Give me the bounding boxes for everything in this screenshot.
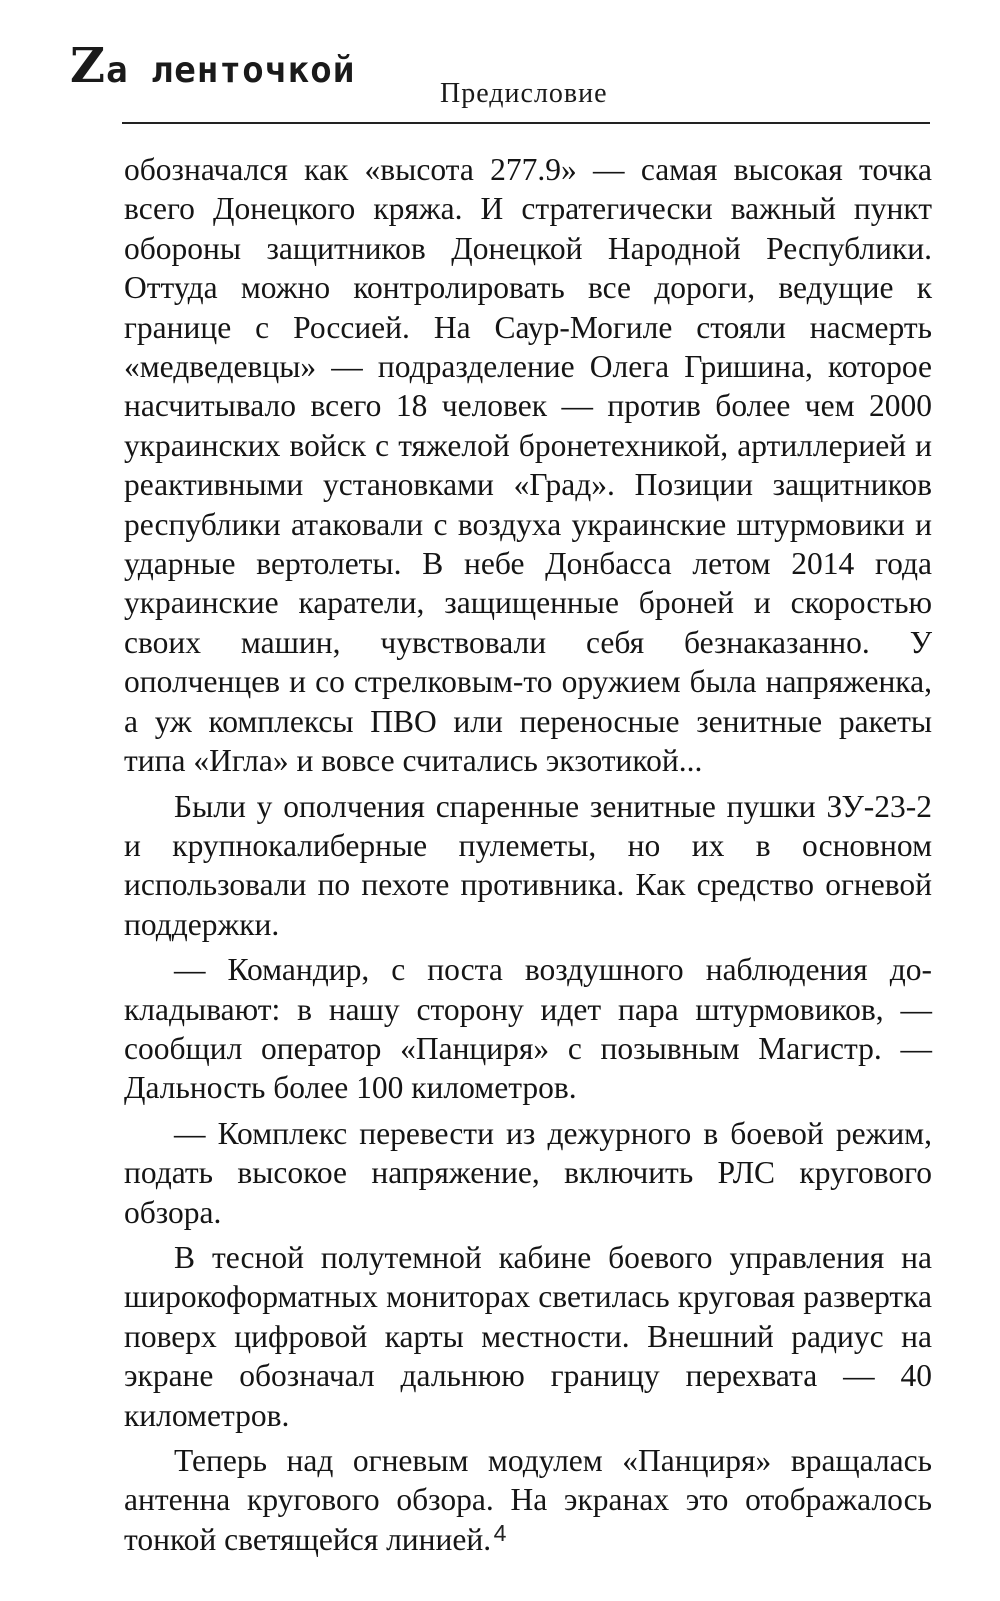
paragraph-5: В тесной полутемной кабине боевого управления на широкоформатных мониторах светилась круговая развертка поверх цифровой карты местности. Внешний радиус на экране обозначал дальнюю границу перехвата — 40 километров. <box>124 1239 932 1433</box>
header-divider <box>122 122 930 124</box>
paragraph-3: — Командир, с поста воздушного наблюдения докладывают: в нашу сторону идет пара штурмовиков, — сообщил оператор «Панциря» с позывным Магистр. — Дальность более 100 километров. <box>124 952 932 1106</box>
paragraph-1: обозначался как «высота 277.9» — самая высокая точка всего Донецкого кряжа. И стратегически важный пункт обороны защитников Донецкой Народной Республики. Оттуда можно контролировать все дороги, ведущие к границе с Россией. На Саур-Могиле стояли насмерть «медведевцы» — подразделение Олега Гришина, которое насчитывало всего 18 человек — против более чем 2000 украинских войск с тяжелой бронетехникой, артиллерией и реактивными установками «Град». Позиции защитников республики атаковали с воздуха украинские штурмовики и ударные вертолеты. В небе Донбасса летом 2014 года украинские каратели, защищенные броней и скоростью своих машин, чувствовали себя безнаказанно. У ополченцев и со стрелковым-то оружием была напряженка, а уж комплексы ПВО или переносные зенитные ракеты типа «Игла» и вовсе считались экзотикой... <box>124 152 932 779</box>
body-text <box>124 150 932 1559</box>
book-title-rest: а ленточкой <box>106 50 356 91</box>
book-title <box>70 38 355 94</box>
paragraph-6: Теперь над огневым модулем «Панциря» вращалась антенна кругового обзора. На экранах это отображалось тонкой светящейся линией. <box>124 1443 932 1557</box>
paragraph-2: Были у ополчения спаренные зенитные пушки ЗУ-23-2 и крупнокалиберные пулеметы, но их в основном использовали по пехоте противника. Как средство огневой поддержки. <box>124 788 932 942</box>
paragraph-4: — Комплекс перевести из дежурного в боевой режим, подать высокое напряжение, включить РЛС кругового обзора. <box>124 1115 932 1230</box>
page-number: 4 <box>493 1520 507 1546</box>
chapter-title: Предисловие <box>440 78 608 109</box>
book-title-initial: Z <box>70 38 107 94</box>
